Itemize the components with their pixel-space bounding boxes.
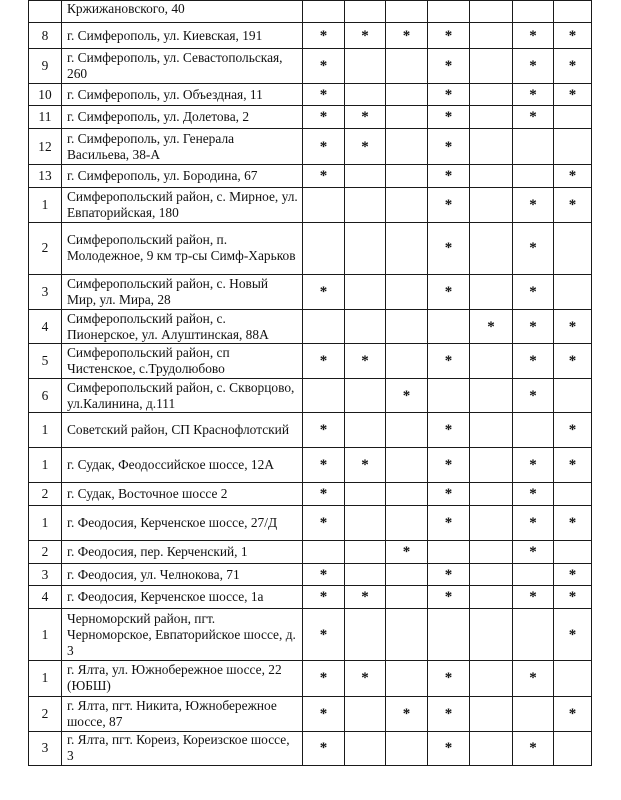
mark-cell: * — [345, 661, 386, 696]
mark-cell: * — [554, 344, 592, 379]
mark-cell: * — [386, 379, 428, 413]
row-number: 12 — [29, 129, 62, 164]
table-row — [29, 586, 592, 609]
row-number: 2 — [29, 696, 62, 731]
mark-cell: * — [513, 447, 554, 482]
address-cell: г. Феодосия, Керченское шоссе, 27/Д — [62, 505, 303, 540]
table-row — [29, 661, 592, 696]
mark-cell: * — [428, 731, 470, 765]
mark-cell: * — [428, 447, 470, 482]
table-row — [29, 187, 592, 222]
row-number: 13 — [29, 164, 62, 187]
mark-cell — [386, 482, 428, 505]
mark-cell — [470, 1, 513, 23]
mark-cell — [345, 505, 386, 540]
mark-cell — [513, 164, 554, 187]
mark-cell: * — [303, 164, 345, 187]
mark-cell — [470, 187, 513, 222]
mark-cell — [386, 505, 428, 540]
mark-cell: * — [303, 344, 345, 379]
mark-cell: * — [554, 609, 592, 661]
address-cell: г. Судак, Восточное шоссе 2 — [62, 482, 303, 505]
mark-cell — [345, 540, 386, 563]
mark-cell — [428, 379, 470, 413]
row-number: 2 — [29, 222, 62, 274]
mark-cell — [513, 129, 554, 164]
mark-cell: * — [554, 413, 592, 447]
locations-table — [28, 0, 592, 766]
mark-cell: * — [345, 344, 386, 379]
mark-cell — [513, 696, 554, 731]
mark-cell — [470, 447, 513, 482]
table-row — [29, 564, 592, 586]
mark-cell: * — [428, 49, 470, 84]
mark-cell — [470, 482, 513, 505]
mark-cell — [386, 586, 428, 609]
mark-cell — [386, 344, 428, 379]
mark-cell: * — [513, 540, 554, 563]
mark-cell — [513, 564, 554, 586]
mark-cell — [345, 379, 386, 413]
table-row — [29, 447, 592, 482]
row-number: 3 — [29, 731, 62, 765]
mark-cell: * — [554, 187, 592, 222]
mark-cell: * — [513, 661, 554, 696]
mark-cell: * — [303, 274, 345, 309]
mark-cell — [554, 129, 592, 164]
address-cell: Симферопольский район, с. Скворцово, ул.Калинина, д.111 — [62, 379, 303, 413]
row-number: 4 — [29, 586, 62, 609]
table-row — [29, 274, 592, 309]
table-row — [29, 222, 592, 274]
mark-cell — [386, 413, 428, 447]
mark-cell: * — [428, 274, 470, 309]
mark-cell — [386, 447, 428, 482]
mark-cell: * — [345, 23, 386, 49]
mark-cell: * — [303, 23, 345, 49]
address-cell: г. Феодосия, Керченское шоссе, 1а — [62, 586, 303, 609]
row-number: 10 — [29, 84, 62, 106]
mark-cell — [386, 661, 428, 696]
mark-cell — [345, 84, 386, 106]
mark-cell: * — [513, 106, 554, 129]
mark-cell — [303, 222, 345, 274]
mark-cell: * — [513, 310, 554, 344]
address-cell: г. Феодосия, пер. Керченский, 1 — [62, 540, 303, 563]
row-number: 11 — [29, 106, 62, 129]
mark-cell — [554, 482, 592, 505]
mark-cell — [303, 1, 345, 23]
mark-cell: * — [554, 447, 592, 482]
mark-cell: * — [513, 379, 554, 413]
mark-cell — [386, 129, 428, 164]
address-cell: г. Симферополь, ул. Киевская, 191 — [62, 23, 303, 49]
mark-cell: * — [303, 731, 345, 765]
mark-cell: * — [428, 84, 470, 106]
row-number: 5 — [29, 344, 62, 379]
mark-cell — [345, 274, 386, 309]
mark-cell — [303, 379, 345, 413]
mark-cell: * — [428, 344, 470, 379]
row-number: 6 — [29, 379, 62, 413]
mark-cell — [345, 164, 386, 187]
row-number: 2 — [29, 482, 62, 505]
mark-cell — [470, 23, 513, 49]
mark-cell: * — [554, 49, 592, 84]
row-number: 1 — [29, 661, 62, 696]
mark-cell: * — [303, 696, 345, 731]
mark-cell: * — [428, 505, 470, 540]
mark-cell — [470, 586, 513, 609]
table-row — [29, 482, 592, 505]
mark-cell — [386, 564, 428, 586]
address-cell: г. Судак, Феодоссийское шоссе, 12А — [62, 447, 303, 482]
table-row — [29, 129, 592, 164]
mark-cell: * — [303, 505, 345, 540]
mark-cell — [470, 222, 513, 274]
table-row — [29, 731, 592, 765]
address-cell: г. Ялта, ул. Южнобережное шоссе, 22 (ЮБШ) — [62, 661, 303, 696]
address-cell: Черноморский район, пгт. Черноморское, Евпаторийское шоссе, д. 3 — [62, 609, 303, 661]
mark-cell: * — [386, 23, 428, 49]
row-number — [29, 1, 62, 23]
row-number: 1 — [29, 505, 62, 540]
table-row — [29, 609, 592, 661]
row-number: 3 — [29, 564, 62, 586]
row-number: 1 — [29, 413, 62, 447]
mark-cell — [554, 106, 592, 129]
mark-cell — [554, 540, 592, 563]
mark-cell — [470, 164, 513, 187]
mark-cell: * — [386, 540, 428, 563]
mark-cell: * — [513, 23, 554, 49]
mark-cell: * — [345, 586, 386, 609]
mark-cell — [386, 106, 428, 129]
mark-cell: * — [345, 129, 386, 164]
mark-cell: * — [303, 564, 345, 586]
mark-cell — [513, 413, 554, 447]
mark-cell: * — [303, 482, 345, 505]
mark-cell — [470, 274, 513, 309]
mark-cell: * — [303, 586, 345, 609]
mark-cell — [554, 731, 592, 765]
table-row — [29, 344, 592, 379]
mark-cell: * — [554, 586, 592, 609]
mark-cell — [554, 661, 592, 696]
mark-cell: * — [428, 482, 470, 505]
mark-cell: * — [428, 164, 470, 187]
mark-cell: * — [428, 187, 470, 222]
address-cell: Симферопольский район, с. Пионерское, ул. Алуштинская, 88А — [62, 310, 303, 344]
mark-cell: * — [303, 84, 345, 106]
mark-cell: * — [513, 187, 554, 222]
mark-cell — [470, 731, 513, 765]
table-row — [29, 505, 592, 540]
row-number: 4 — [29, 310, 62, 344]
mark-cell: * — [554, 505, 592, 540]
row-number: 8 — [29, 23, 62, 49]
mark-cell: * — [428, 222, 470, 274]
address-cell: Симферопольский район, с. Мирное, ул. Евпаторийская, 180 — [62, 187, 303, 222]
mark-cell — [554, 222, 592, 274]
mark-cell — [386, 1, 428, 23]
mark-cell — [345, 731, 386, 765]
address-cell: г. Симферополь, ул. Объездная, 11 — [62, 84, 303, 106]
mark-cell: * — [428, 564, 470, 586]
mark-cell: * — [345, 447, 386, 482]
mark-cell: * — [554, 696, 592, 731]
address-cell: г. Ялта, пгт. Кореиз, Кореизское шоссе, 3 — [62, 731, 303, 765]
mark-cell: * — [386, 696, 428, 731]
mark-cell: * — [303, 661, 345, 696]
mark-cell — [345, 482, 386, 505]
mark-cell: * — [554, 84, 592, 106]
mark-cell: * — [470, 310, 513, 344]
row-number: 2 — [29, 540, 62, 563]
mark-cell — [554, 274, 592, 309]
mark-cell: * — [554, 23, 592, 49]
mark-cell — [470, 696, 513, 731]
mark-cell — [470, 505, 513, 540]
mark-cell: * — [303, 129, 345, 164]
table-row — [29, 379, 592, 413]
row-number: 9 — [29, 49, 62, 84]
mark-cell: * — [554, 310, 592, 344]
row-number: 1 — [29, 187, 62, 222]
mark-cell: * — [303, 106, 345, 129]
address-cell: г. Ялта, пгт. Никита, Южнобережное шоссе, 87 — [62, 696, 303, 731]
address-cell: г. Симферополь, ул. Севастопольская, 260 — [62, 49, 303, 84]
address-cell: г. Феодосия, ул. Челнокова, 71 — [62, 564, 303, 586]
row-number: 1 — [29, 609, 62, 661]
mark-cell — [303, 540, 345, 563]
mark-cell: * — [513, 344, 554, 379]
address-cell: Советский район, СП Краснофлотский — [62, 413, 303, 447]
mark-cell: * — [303, 447, 345, 482]
table-row — [29, 1, 592, 23]
mark-cell — [303, 310, 345, 344]
mark-cell — [470, 413, 513, 447]
mark-cell: * — [554, 164, 592, 187]
mark-cell — [303, 187, 345, 222]
mark-cell — [386, 609, 428, 661]
mark-cell: * — [513, 505, 554, 540]
mark-cell — [513, 1, 554, 23]
mark-cell — [386, 222, 428, 274]
mark-cell: * — [303, 609, 345, 661]
table-row — [29, 310, 592, 344]
mark-cell: * — [513, 586, 554, 609]
row-number: 3 — [29, 274, 62, 309]
address-cell: Кржижановского, 40 — [62, 1, 303, 23]
mark-cell: * — [303, 413, 345, 447]
address-cell: Симферопольский район, сп Чистенское, с.Трудолюбово — [62, 344, 303, 379]
mark-cell — [428, 310, 470, 344]
mark-cell — [345, 310, 386, 344]
mark-cell — [470, 106, 513, 129]
table-row — [29, 49, 592, 84]
mark-cell: * — [513, 49, 554, 84]
mark-cell — [345, 49, 386, 84]
mark-cell: * — [428, 413, 470, 447]
mark-cell — [386, 310, 428, 344]
mark-cell — [513, 609, 554, 661]
mark-cell: * — [428, 23, 470, 49]
mark-cell: * — [513, 731, 554, 765]
mark-cell — [470, 379, 513, 413]
mark-cell: * — [428, 661, 470, 696]
mark-cell: * — [428, 586, 470, 609]
table-row — [29, 106, 592, 129]
mark-cell — [470, 540, 513, 563]
mark-cell — [470, 49, 513, 84]
mark-cell — [470, 564, 513, 586]
address-cell: г. Симферополь, ул. Долетова, 2 — [62, 106, 303, 129]
address-cell: г. Симферополь, ул. Бородина, 67 — [62, 164, 303, 187]
mark-cell — [386, 49, 428, 84]
mark-cell — [428, 540, 470, 563]
mark-cell — [345, 413, 386, 447]
table-row — [29, 696, 592, 731]
mark-cell — [470, 84, 513, 106]
mark-cell — [470, 661, 513, 696]
mark-cell: * — [513, 222, 554, 274]
mark-cell — [470, 609, 513, 661]
mark-cell — [345, 222, 386, 274]
mark-cell — [386, 164, 428, 187]
mark-cell: * — [554, 564, 592, 586]
mark-cell — [345, 1, 386, 23]
mark-cell: * — [303, 49, 345, 84]
mark-cell: * — [428, 696, 470, 731]
mark-cell — [386, 84, 428, 106]
address-cell: г. Симферополь, ул. Генерала Васильева, 38-А — [62, 129, 303, 164]
address-cell: Симферопольский район, с. Новый Мир, ул. Мира, 28 — [62, 274, 303, 309]
mark-cell — [345, 696, 386, 731]
mark-cell — [470, 129, 513, 164]
mark-cell: * — [513, 482, 554, 505]
mark-cell — [470, 344, 513, 379]
table-row — [29, 413, 592, 447]
mark-cell — [428, 1, 470, 23]
mark-cell — [345, 564, 386, 586]
table-row — [29, 23, 592, 49]
mark-cell — [345, 187, 386, 222]
mark-cell: * — [513, 84, 554, 106]
address-cell: Симферопольский район, п. Молодежное, 9 км тр-сы Симф-Харьков — [62, 222, 303, 274]
mark-cell: * — [428, 129, 470, 164]
table-body — [29, 1, 592, 766]
mark-cell: * — [513, 274, 554, 309]
table-row — [29, 540, 592, 563]
mark-cell — [386, 187, 428, 222]
mark-cell — [386, 731, 428, 765]
mark-cell: * — [345, 106, 386, 129]
mark-cell — [428, 609, 470, 661]
table-row — [29, 84, 592, 106]
mark-cell — [554, 379, 592, 413]
mark-cell — [386, 274, 428, 309]
table-row — [29, 164, 592, 187]
row-number: 1 — [29, 447, 62, 482]
mark-cell: * — [428, 106, 470, 129]
mark-cell — [554, 1, 592, 23]
mark-cell — [345, 609, 386, 661]
